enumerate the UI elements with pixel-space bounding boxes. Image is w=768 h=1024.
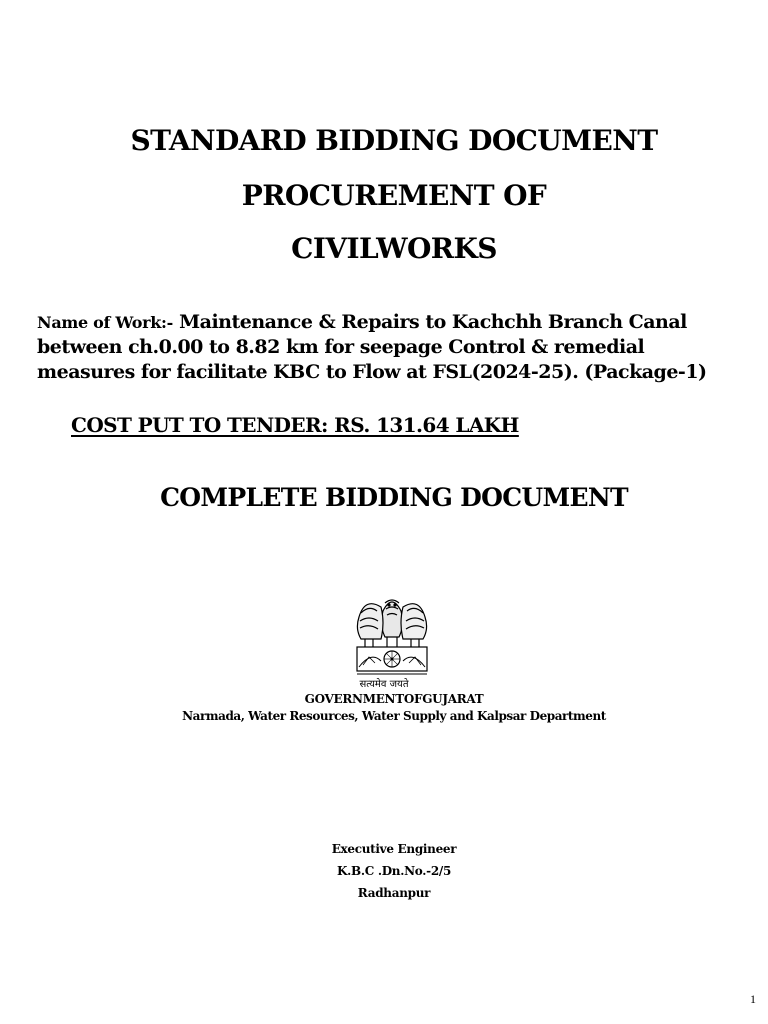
- name-of-work: [37, 310, 757, 385]
- cost-put-to-tender: COST PUT TO TENDER: RS. 131.64 LAKH: [71, 413, 519, 437]
- name-of-work-line-1: Maintenance & Repairs to Kachchh Branch Canal: [173, 311, 687, 333]
- complete-bidding-document-title: COMPLETE BIDDING DOCUMENT: [160, 483, 628, 512]
- name-of-work-line-2: between ch.0.00 to 8.82 km for seepage Control & remedial: [37, 336, 645, 358]
- name-of-work-line-3: measures for facilitate KBC to Flow at FSL(2024-25). (Package-1): [37, 361, 707, 383]
- department-name: Narmada, Water Resources, Water Supply and Kalpsar Department: [182, 709, 606, 723]
- document-title: STANDARD BIDDING DOCUMENT: [130, 124, 658, 157]
- document-subtitle: PROCUREMENT OF: [241, 179, 547, 212]
- signatory-title: Executive Engineer: [331, 842, 457, 856]
- government-name: GOVERNMENTOFGUJARAT: [304, 692, 484, 706]
- national-emblem-icon: [347, 581, 437, 681]
- name-of-work-label: Name of Work:-: [37, 313, 173, 332]
- page-number: 1: [750, 992, 756, 1006]
- emblem-motto: सत्यमेव जयते: [359, 679, 409, 690]
- signatory-place: Radhanpur: [357, 886, 431, 900]
- document-category: CIVILWORKS: [291, 232, 497, 265]
- signatory-office: K.B.C .Dn.No.-2/5: [336, 864, 452, 878]
